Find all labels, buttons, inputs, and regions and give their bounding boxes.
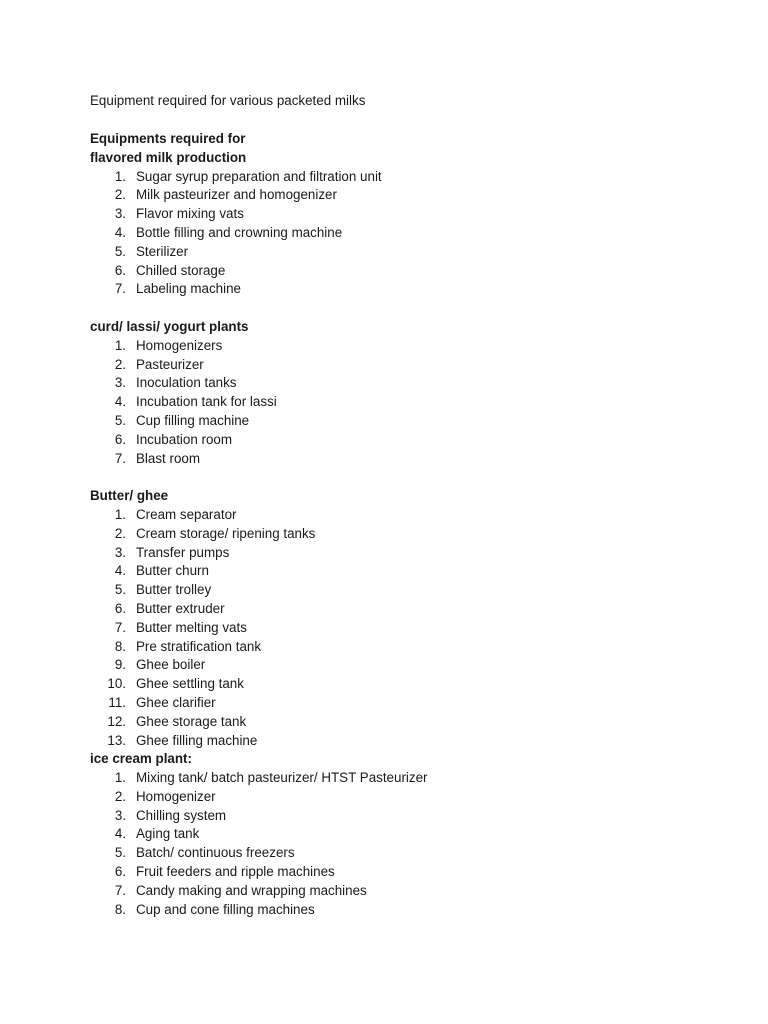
item-number: 9. (114, 657, 126, 673)
item-number: 3. (114, 544, 126, 560)
item-text: Cup filling machine (136, 412, 250, 428)
list-item (90, 863, 690, 882)
item-number: 6. (114, 864, 126, 880)
item-text: Aging tank (136, 826, 200, 842)
item-text: Ghee boiler (136, 657, 206, 673)
item-text: Inoculation tanks (136, 375, 237, 391)
list-item (90, 600, 690, 619)
equipment-list-ice-cream-plant (90, 769, 690, 919)
item-text: Blast room (136, 450, 200, 466)
list-item (90, 675, 690, 694)
item-text: Pasteurizer (136, 356, 204, 372)
item-number: 3. (114, 375, 126, 391)
document-intro: Equipment required for various packeted milks (90, 93, 366, 108)
item-text: Milk pasteurizer and homogenizer (136, 187, 337, 203)
item-text: Homogenizers (136, 337, 223, 353)
item-text: Incubation room (136, 431, 233, 447)
section-curd-lassi-yogurt (90, 318, 690, 468)
item-number: 3. (114, 206, 126, 222)
item-text: Batch/ continuous freezers (136, 845, 295, 861)
item-number: 1. (114, 770, 126, 786)
item-number: 1. (114, 168, 126, 184)
item-text: Homogenizer (136, 788, 216, 804)
item-number: 2. (114, 356, 126, 372)
item-text: Sugar syrup preparation and filtration unit (136, 168, 382, 184)
item-number: 6. (114, 431, 126, 447)
item-text: Ghee clarifier (136, 694, 216, 710)
list-item (90, 732, 690, 751)
item-number: 2. (114, 187, 126, 203)
list-item (90, 544, 690, 563)
list-item (90, 243, 690, 262)
item-number: 1. (114, 337, 126, 353)
list-item (90, 431, 690, 450)
list-item (90, 186, 690, 205)
list-item (90, 825, 690, 844)
equipment-list-flavored-milk (90, 168, 690, 300)
item-text: Butter churn (136, 563, 209, 579)
item-number: 2. (114, 788, 126, 804)
item-number: 4. (114, 826, 126, 842)
list-item (90, 562, 690, 581)
item-text: Butter melting vats (136, 619, 247, 635)
item-text: Incubation tank for lassi (136, 394, 277, 410)
item-number: 6. (114, 600, 126, 616)
item-number: 2. (114, 525, 126, 541)
section-heading-butter-ghee: Butter/ ghee (90, 488, 169, 504)
list-item (90, 694, 690, 713)
item-number: 7. (114, 882, 126, 898)
list-item (90, 262, 690, 281)
list-item (90, 412, 690, 431)
item-text: Candy making and wrapping machines (136, 882, 367, 898)
item-text: Bottle filling and crowning machine (136, 224, 343, 240)
item-text: Butter extruder (136, 600, 225, 616)
item-text: Ghee filling machine (136, 732, 258, 748)
list-item (90, 638, 690, 657)
list-item (90, 581, 690, 600)
item-number: 11. (108, 694, 126, 710)
list-item (90, 393, 690, 412)
item-text: Fruit feeders and ripple machines (136, 864, 335, 880)
section-heading-flavored-milk-line-2: flavored milk production (90, 149, 247, 165)
item-text: Cream storage/ ripening tanks (136, 525, 316, 541)
item-text: Butter trolley (136, 582, 212, 598)
list-item (90, 356, 690, 375)
item-text: Cream separator (136, 506, 237, 522)
list-item (90, 450, 690, 469)
section-spacer (90, 299, 690, 318)
item-number: 5. (114, 582, 126, 598)
item-number: 4. (114, 224, 126, 240)
item-number: 5. (114, 845, 126, 861)
list-item (90, 769, 690, 788)
section-heading-ice-cream-plant: ice cream plant: (90, 751, 192, 767)
item-text: Mixing tank/ batch pasteurizer/ HTST Pasteurizer (136, 770, 428, 786)
item-number: 4. (114, 394, 126, 410)
item-number: 5. (114, 243, 126, 259)
section-flavored-milk (90, 130, 690, 299)
list-item (90, 619, 690, 638)
item-number: 12. (107, 713, 126, 729)
list-item (90, 224, 690, 243)
section-heading-curd-lassi-yogurt: curd/ lassi/ yogurt plants (90, 318, 249, 334)
item-number: 1. (114, 506, 126, 522)
item-number: 6. (114, 262, 126, 278)
item-text: Ghee settling tank (136, 676, 244, 692)
list-item (90, 713, 690, 732)
list-item (90, 844, 690, 863)
equipment-list-butter-ghee (90, 506, 690, 750)
list-item (90, 882, 690, 901)
item-text: Pre stratification tank (136, 638, 262, 654)
section-heading-flavored-milk-line-1: Equipments required for (90, 131, 246, 146)
item-number: 8. (114, 901, 126, 917)
list-item (90, 788, 690, 807)
item-number: 7. (114, 619, 126, 635)
item-text: Chilled storage (136, 262, 226, 278)
list-item (90, 168, 690, 187)
section-ice-cream-plant (90, 750, 690, 919)
list-item (90, 656, 690, 675)
list-item (90, 506, 690, 525)
section-spacer (90, 468, 690, 487)
list-item (90, 280, 690, 299)
item-number: 8. (114, 638, 126, 654)
list-item (90, 525, 690, 544)
item-number: 7. (114, 281, 126, 297)
list-item (90, 374, 690, 393)
list-item (90, 337, 690, 356)
item-text: Cup and cone filling machines (136, 901, 315, 917)
list-item (90, 205, 690, 224)
item-number: 7. (114, 450, 126, 466)
item-text: Ghee storage tank (136, 713, 247, 729)
item-number: 10. (107, 676, 126, 692)
item-text: Labeling machine (136, 281, 241, 297)
item-text: Flavor mixing vats (136, 206, 244, 222)
list-item (90, 807, 690, 826)
list-item (90, 901, 690, 920)
section-butter-ghee (90, 487, 690, 750)
document-body (90, 130, 690, 919)
item-text: Sterilizer (136, 243, 189, 259)
item-number: 3. (114, 807, 126, 823)
item-text: Transfer pumps (136, 544, 230, 560)
item-number: 5. (114, 412, 126, 428)
item-number: 13. (107, 732, 126, 748)
equipment-list-curd-lassi-yogurt (90, 337, 690, 469)
item-number: 4. (114, 563, 126, 579)
item-text: Chilling system (136, 807, 227, 823)
